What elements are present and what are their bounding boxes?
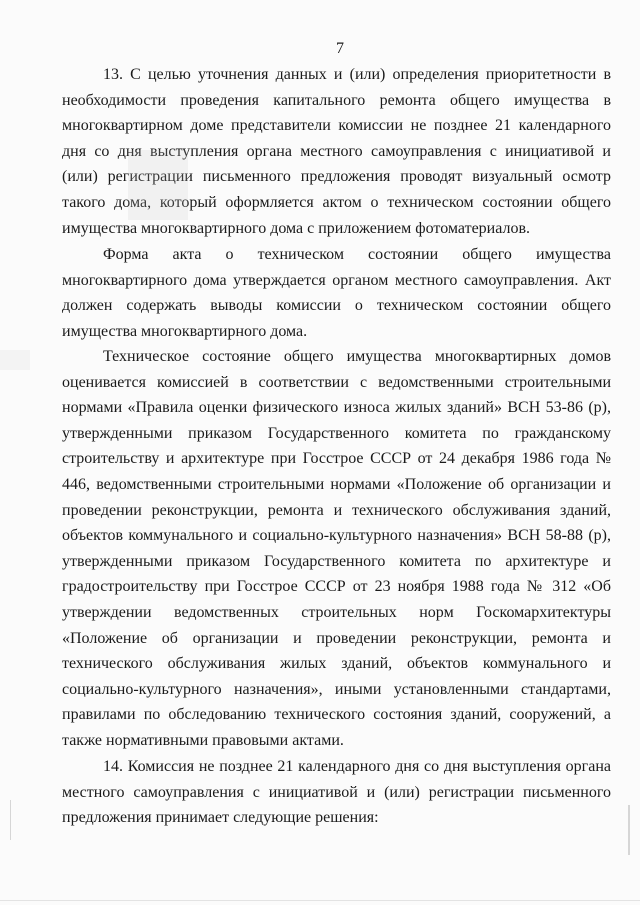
scan-noise-left — [128, 150, 188, 220]
page-number: 7 — [336, 40, 344, 57]
scan-edge-mark-left — [10, 800, 11, 840]
scan-bottom-edge — [0, 900, 640, 901]
paragraph-technical-condition: Техническое состояние общего имущества многоквартирных домов оценивается комиссией в соответствии с ведомственными строительными нормами «Правила оценки физического износа жилых зданий» ВСН 53-86 (р), утвержденными приказом Государственного комитета по гражданскому строительству и архитектуре при Госстрое СССР от 24 декабря 1986 года № 446, ведомственными строительными нормами «Положение об организации и проведении реконструкции, ремонта и технического обслуживания зданий, объектов коммунального и социально-культурного назначения» ВСН 58-88 (р), утвержденными приказом Государственного комитета по архитектуре и градостроительству при Госстрое СССР от 23 ноября 1988 года № 312 «Об утверждении ведомственных строительных норм Госкомархитектуры «Положение об организации и проведении реконструкции, ремонта и технического обслуживания жилых зданий, объектов коммунального и социально-культурного назначения», иными установленными стандартами, правилами по обследованию технического состояния зданий, сооружений, а также нормативными правовыми актами. — [62, 348, 611, 749]
paragraph-act-form: Форма акта о техническом состоянии общего имущества многоквартирного дома утверждается органом местного самоуправления. Акт должен содержать выводы комиссии о техническом состоянии общего имущества многоквартирного дома. — [62, 246, 611, 340]
paragraph-13: 13. С целью уточнения данных и (или) определения приоритетности в необходимости проведения капитального ремонта общего имущества в многоквартирном доме представители комиссии не позднее 21 календарного дня со дня выступления органа местного самоуправления с инициативой и (или) регистрации письменного предложения проводят визуальный осмотр такого дома, который оформляется актом о техническом состоянии общего имущества многоквартирного дома с приложением фотоматериалов. — [62, 66, 611, 237]
paragraph-14: 14. Комиссия не позднее 21 календарного дня со дня выступления органа местного самоуправления с инициативой и (или) регистрации письменного предложения принимает следующие решения: — [62, 758, 611, 827]
scan-edge-mark — [628, 805, 630, 855]
scan-noise-left-2 — [0, 350, 30, 370]
